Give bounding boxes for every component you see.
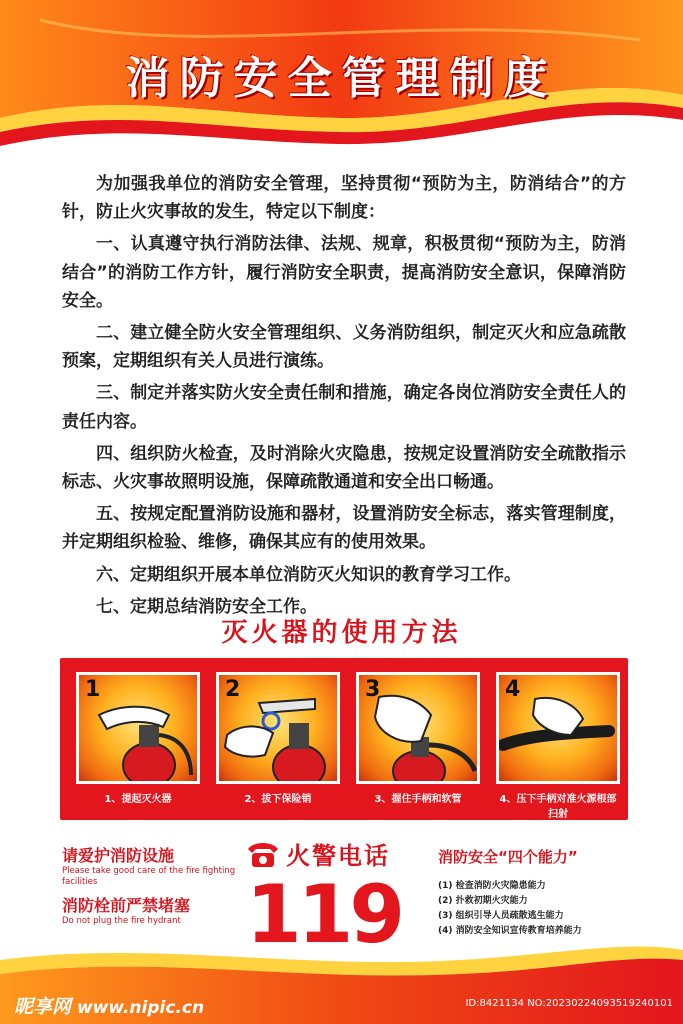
step-1-number: 1 [85, 677, 101, 702]
rule-paragraph-6: 六、定期组织开展本单位消防灭火知识的教育学习工作。 [96, 564, 521, 585]
rule-paragraph-2: 二、建立健全防火安全管理组织、义务消防组织，制定灭火和应急疏散预案，定期组织有关人员进行演练。 [62, 323, 626, 372]
step-2-label: 2、拔下保险销 [244, 794, 312, 805]
rule-paragraph-7: 七、定期总结消防安全工作。 [96, 596, 317, 617]
rule-paragraph-4: 四、组织防火检查，及时消除火灾隐患，按规定设置消防安全疏散指示标志、火灾事故照明设施，保障疏散通道和安全出口畅通。 [62, 443, 626, 493]
ability-item: (1) 检查消防火灾隐患能力 [438, 881, 546, 891]
ability-item: (2) 扑救初期火灾能力 [438, 896, 528, 906]
hydrant-notice-title: 消防栓前严禁堵塞 [62, 896, 191, 915]
step-3 [356, 672, 480, 812]
rule-paragraph-3: 三、制定并落实防火安全责任制和措施，确定各岗位消防安全责任人的责任内容。 [62, 383, 626, 432]
step-3-illustration [356, 672, 480, 784]
rule-paragraph-5: 五、按规定配置消防设施和器材，设置消防安全标志，落实管理制度，并定期组织检验、维修，确保其应有的使用效果。 [62, 504, 626, 553]
step-4-label: 4、压下手柄对准火源根部扫射 [499, 794, 617, 820]
page-title: 消防安全管理制度 [125, 53, 558, 104]
step-2-number: 2 [225, 677, 241, 702]
step-3-label: 3、握住手柄和软管 [374, 794, 462, 805]
care-facilities-english: Please take good care of the fire fighting facilities [62, 866, 236, 887]
facility-care-notice [62, 846, 242, 935]
site-url: www.nipic.cn [76, 998, 205, 1018]
step-1-label: 1、提起灭火器 [104, 794, 172, 805]
care-facilities-title: 请爱护消防设施 [62, 846, 175, 865]
hydrant-notice-english: Do not plug the fire hydrant [62, 916, 181, 926]
step-1 [76, 672, 200, 812]
step-4-illustration [496, 672, 620, 784]
emergency-number: 119 [246, 868, 401, 961]
step-1-illustration [76, 672, 200, 784]
step-3-number: 3 [365, 677, 381, 702]
ability-item: (4) 消防安全知识宣传教育培养能力 [438, 926, 582, 936]
regulation-text [62, 170, 626, 625]
header-banner [0, 0, 683, 150]
rule-paragraph-1: 一、认真遵守执行消防法律、法规、规章，积极贯彻“预防为主，防消结合”的消防工作方针，履行消防安全职责，提高消防安全意识，保障消防安全。 [62, 234, 626, 311]
step-2 [216, 672, 340, 812]
site-watermark [14, 992, 204, 1019]
step-4-number: 4 [505, 677, 521, 702]
phone-header [246, 836, 426, 871]
telephone-icon [246, 839, 280, 869]
image-id: ID:8421134 NO:20230224093519240101 [465, 998, 673, 1009]
site-name: 昵享网 [14, 996, 72, 1018]
extinguisher-steps-panel [60, 658, 628, 820]
extinguisher-section-title: 灭火器的使用方法 [221, 618, 462, 648]
step-4 [496, 672, 620, 820]
four-abilities [438, 846, 658, 939]
intro-paragraph: 为加强我单位的消防安全管理，坚持贯彻“预防为主，防消结合”的方针，防止火灾事故的发生，特定以下制度： [62, 174, 626, 223]
ability-item: (3) 组织引导人员疏散逃生能力 [438, 911, 564, 921]
abilities-title: 消防安全“四个能力” [438, 848, 578, 866]
phone-title: 火警电话 [286, 842, 390, 870]
step-2-illustration [216, 672, 340, 784]
